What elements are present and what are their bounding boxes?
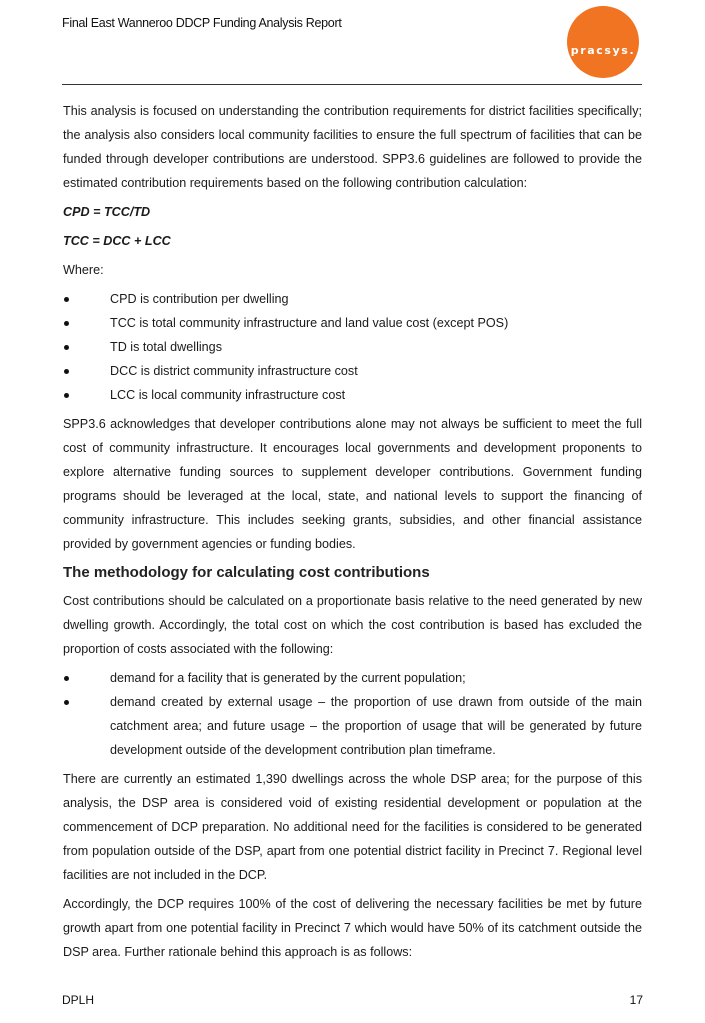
footer-organisation: DPLH bbox=[62, 993, 95, 1007]
bullet-icon bbox=[64, 700, 69, 705]
definitions-list bbox=[63, 287, 642, 407]
bullet-icon bbox=[64, 676, 69, 681]
list-item: LCC is local community infrastructure cost bbox=[63, 383, 642, 407]
where-label: Where: bbox=[63, 263, 104, 277]
header-divider bbox=[62, 84, 642, 85]
list-item: CPD is contribution per dwelling bbox=[63, 287, 642, 311]
page-number: 17 bbox=[629, 993, 643, 1007]
formula-tcc: TCC = DCC + LCC bbox=[63, 234, 171, 248]
pracsys-logo bbox=[567, 6, 639, 78]
closing-paragraph: Accordingly, the DCP requires 100% of the cost of delivering the necessary facilities be met by future growth apart from one potential facility in Precinct 7 which would have 50% of its catchment outside the DSP area. Further rationale behind this approach is as follows: bbox=[63, 897, 642, 959]
formula-cpd: CPD = TCC/TD bbox=[63, 205, 151, 219]
list-item: demand created by external usage – the proportion of use drawn from outside of the main catchment area; and future usage – the proportion of usage that will be generated by future development outside of the development contribution plan timeframe. bbox=[63, 690, 642, 762]
exclusions-list bbox=[63, 666, 642, 762]
method-paragraph: Cost contributions should be calculated on a proportionate basis relative to the need generated by new dwelling growth. Accordingly, the total cost on which the cost contribution is based has excluded the proportion of costs associated with the following: bbox=[63, 594, 642, 656]
list-item: DCC is district community infrastructure cost bbox=[63, 359, 642, 383]
report-title: Final East Wanneroo DDCP Funding Analysis Report bbox=[62, 16, 342, 30]
list-item: TCC is total community infrastructure and land value cost (except POS) bbox=[63, 311, 642, 335]
spp-paragraph: SPP3.6 acknowledges that developer contributions alone may not always be sufficient to meet the full cost of community infrastructure. It encourages local governments and development proponents to explore alternative funding sources to supplement developer contributions. Government funding programs should be leveraged at the local, state, and national levels to support the financing of community infrastructure. This includes seeking grants, subsidies, and other financial assistance provided by government agencies or funding bodies. bbox=[63, 417, 642, 551]
logo-text: pracsys. bbox=[570, 44, 636, 57]
intro-paragraph: This analysis is focused on understanding the contribution requirements for district facilities specifically; the analysis also considers local community facilities to ensure the full spectrum of facilities that can be funded through developer contributions are understood. SPP3.6 guidelines are followed to provide the estimated contribution requirements based on the following contribution calculation: bbox=[63, 104, 642, 190]
dwellings-paragraph: There are currently an estimated 1,390 dwellings across the whole DSP area; for the purpose of this analysis, the DSP area is considered void of existing residential development or population at the commencement of DCP preparation. No additional need for the facilities is considered to be generated from population outside of the DSP, apart from one potential district facility in Precinct 7. Regional level facilities are not included in the DCP. bbox=[63, 772, 642, 882]
list-item: TD is total dwellings bbox=[63, 335, 642, 359]
list-item: demand for a facility that is generated by the current population; bbox=[63, 666, 642, 690]
bullet-icon bbox=[64, 321, 69, 326]
page-content bbox=[63, 99, 642, 969]
bullet-icon bbox=[64, 345, 69, 350]
bullet-icon bbox=[64, 393, 69, 398]
bullet-icon bbox=[64, 369, 69, 374]
section-heading: The methodology for calculating cost contributions bbox=[63, 564, 430, 581]
bullet-icon bbox=[64, 297, 69, 302]
